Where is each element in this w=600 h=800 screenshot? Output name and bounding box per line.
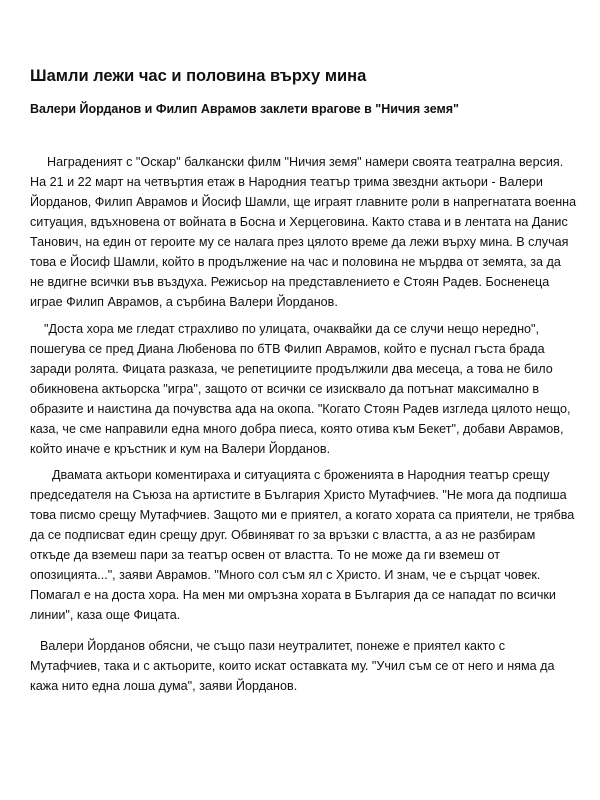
article-paragraph: Валери Йорданов обясни, че също пази неутралитет, понеже е приятел както с Мутафчиев, така и с актьорите, които искат оставката му. "Учил съм се от него и няма да кажа нито една лоша дума", заяви Йорданов. bbox=[30, 639, 555, 693]
article-title: Шамли лежи час и половина върху мина bbox=[30, 67, 367, 85]
article-paragraph: "Доста хора ме гледат страхливо по улицата, очаквайки да се случи нещо нередно", пошегува се пред Диана Любенова по бТВ Филип Аврамов, който е пуснал гъста брада заради ролята. Фицата разказа, че репетициите продължили два месеца, а това не било обикновена актьорска "игра", защото от всички се изисквало да потънат максимално в образите и наистина да почувства ада на окопа. "Когато Стоян Радев изгледа цялото нещо, каза, че сме направили една много добра пиеса, която отива към Бекет", добави Аврамов, който иначе е кръстник и кум на Валери Йорданов. bbox=[30, 322, 571, 456]
article-paragraph: Двамата актьори коментираха и ситуацията с броженията в Народния театър срещу председателя на Съюза на артистите в България Христо Мутафчиев. "Не мога да подпиша това писмо срещу Мутафчиев. Защото ми е приятел, а когато хората са приятели, не трябва да се подписват един срещу друг. Обвиняват го за връзки с властта, а аз не разбирам откъде да вземеш пари за театър освен от властта. То не може да ги вземеш от опозицията...", заяви Аврамов. "Много сол съм ял с Христо. И знам, че е сърцат човек. Помагал е на доста хора. На мен ми омръзна хората в България да се нападат по всички линии", каза още Фицата. bbox=[30, 468, 575, 622]
article-subtitle: Валери Йорданов и Филип Аврамов заклети врагове в "Ничия земя" bbox=[30, 102, 459, 116]
article-paragraph: Наградeният с "Оскар" балкански филм "Ничия земя" намери своята театрална версия. На 21 и 22 март на четвъртия етаж в Народния театър трима звездни актьори - Валери Йорданов, Филип Аврамов и Йосиф Шамли, ще играят главните роли в напрегнатата военна ситуация, вдъхновена от войната в Босна и Херцеговина. Както става и в лентата на Данис Танович, на един от героите му се налага през цялото време да лежи върху мина. В случая това е Йосиф Шамли, който в продължение на час и половина не мърдва от земята, за да не вдигне всички във въздуха. Режисьор на представлението е Стоян Радев. Босненеца играе Филип Аврамов, а сърбина Валери Йорданов. bbox=[30, 155, 577, 309]
